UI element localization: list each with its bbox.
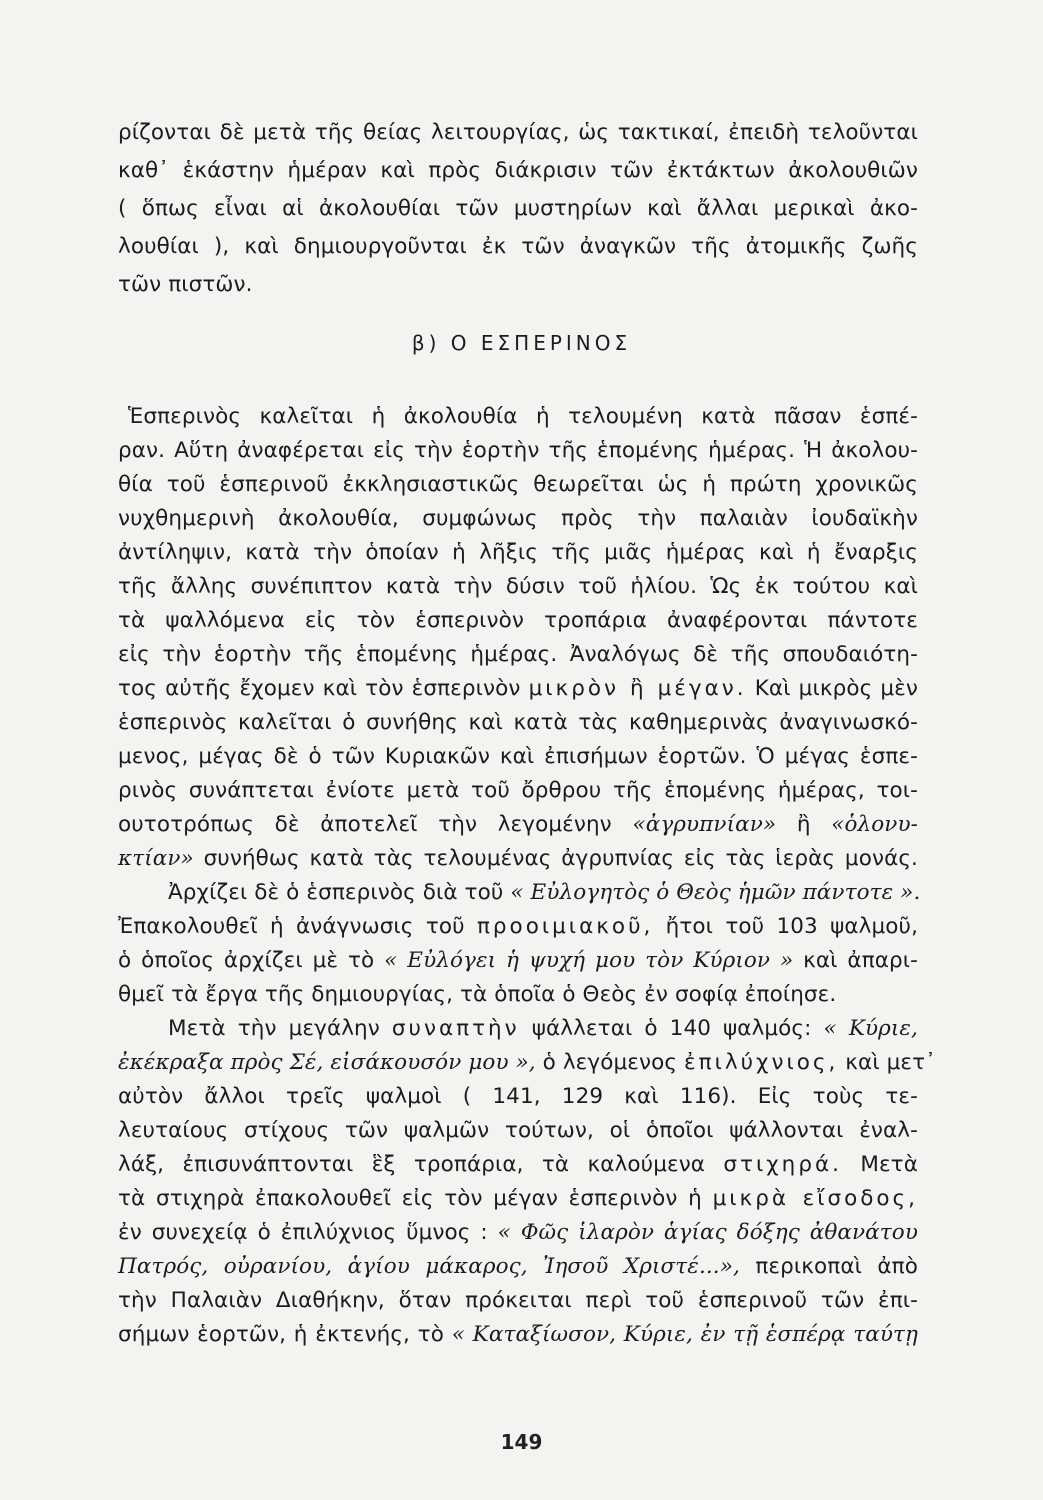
section-heading: β) Ο ΕΣΠΕΡΙΝΟΣ xyxy=(411,331,632,355)
quoted-text: « Φῶς ἱλαρὸν ἁγίας δόξης ἀθανάτου xyxy=(497,1220,919,1245)
text-line xyxy=(118,1218,918,1248)
text-line xyxy=(118,1150,918,1180)
spaced-text: στιχηρά. xyxy=(723,1152,842,1177)
text-span: περικοπαὶ ἀπὸ xyxy=(755,1254,918,1279)
text-span: συνήθως κατὰ τὰς τελουμένας ἀγρυπνίας εἰς τὰς ἱερὰς μονάς. xyxy=(203,846,918,871)
text-line: νυχθημερινὴ ἀκολουθία, συμφώνως πρὸς τὴν παλαιὰν ἰουδαϊκὴν xyxy=(118,506,918,531)
text-line: τῶν πιστῶν. xyxy=(118,272,253,297)
text-span: Μετὰ τὴν μεγάλην xyxy=(168,1016,380,1041)
text-line: θία τοῦ ἑσπερινοῦ ἐκκλησιαστικῶς θεωρεῖται ὡς ἡ πρώτη χρονικῶς xyxy=(118,472,918,497)
text-span: Ἐπακολουθεῖ ἡ ἀνάγνωσις τοῦ xyxy=(118,914,465,939)
quoted-text: ἐκέκραξα πρὸς Σέ, εἰσάκουσόν μου », xyxy=(118,1050,536,1075)
text-line xyxy=(118,946,918,976)
text-line xyxy=(168,1014,918,1044)
spaced-text: προοιμιακοῦ, xyxy=(476,914,654,939)
text-line: ρινὸς συνάπτεται ἐνίοτε μετὰ τοῦ ὄρθρου τῆς ἑπομένης ἡμέρας, τοι- xyxy=(118,778,918,803)
quoted-text: « Εὐλόγει ἡ ψυχή μου τὸν Κύριον » xyxy=(384,948,794,973)
text-span: καὶ ἀπαρι- xyxy=(803,948,918,973)
text-span: ουτοτρόπως δὲ ἀποτελεῖ τὴν λεγομένην xyxy=(118,812,612,837)
text-line xyxy=(118,674,918,704)
text-line: ἀντίληψιν, κατὰ τὴν ὁποίαν ἡ λῆξις τῆς μιᾶς ἡμέρας καὶ ἡ ἔναρξις xyxy=(118,540,918,565)
text-span: ἢ xyxy=(796,812,811,837)
text-line xyxy=(118,844,918,874)
spaced-text: ἐπιλύχνιος, xyxy=(684,1050,839,1075)
quoted-text: «ἀγρυπνίαν» xyxy=(632,812,777,837)
text-line xyxy=(118,1048,937,1078)
text-line: τὰ ψαλλόμενα εἰς τὸν ἑσπερινὸν τροπάρια ἀναφέρονται πάντοτε xyxy=(118,608,918,633)
text-span: Καὶ μικρὸς μὲν xyxy=(754,676,919,701)
text-span: ὁ λεγόμενος xyxy=(542,1050,678,1075)
text-line: τῆς ἄλλης συνέπιπτον κατὰ τὴν δύσιν τοῦ ἡλίου. Ὡς ἐκ τούτου καὶ xyxy=(118,574,918,599)
text-span: καὶ μετ᾽ xyxy=(845,1050,937,1075)
text-line: λευταίους στίχους τῶν ψαλμῶν τούτων, οἱ ὁποῖοι ψάλλονται ἐναλ- xyxy=(118,1118,918,1143)
quoted-text: « Εὐλογητὸς ὁ Θεὸς ἡμῶν πάντοτε ». xyxy=(510,880,921,905)
text-span: ἤτοι τοῦ 103 ψαλμοῦ, xyxy=(665,914,918,939)
text-line xyxy=(118,1252,918,1282)
text-span: Μετὰ xyxy=(860,1152,919,1177)
quoted-text: Πατρός, οὐρανίου, ἁγίου μάκαρος, Ἰησοῦ Χριστέ...», xyxy=(118,1254,740,1279)
text-line xyxy=(118,1184,918,1214)
text-span: τὰ στιχηρὰ ἐπακολουθεῖ εἰς τὸν μέγαν ἑσπερινὸν ἡ xyxy=(118,1186,702,1211)
text-line: ἑσπερινὸς καλεῖται ὁ συνήθης καὶ κατὰ τὰς καθημερινὰς ἀναγινωσκό- xyxy=(118,710,918,735)
quoted-text: κτίαν» xyxy=(118,846,194,871)
text-line: τὴν Παλαιὰν Διαθήκην, ὅταν πρόκειται περὶ τοῦ ἑσπερινοῦ τῶν ἐπι- xyxy=(118,1288,918,1313)
text-line xyxy=(118,1320,918,1350)
text-span: ὁ ὁποῖος ἀρχίζει μὲ τὸ xyxy=(118,948,375,973)
text-span: ψάλλεται ὁ 140 ψαλμός: xyxy=(531,1016,812,1041)
spaced-text: συναπτὴν xyxy=(391,1016,520,1041)
text-line: Ἑσπερινὸς καλεῖται ἡ ἀκολουθία ἡ τελουμένη κατὰ πᾶσαν ἑσπέ- xyxy=(128,404,918,429)
quoted-text: «ὁλονυ- xyxy=(831,812,918,837)
text-line: ( ὅπως εἶναι αἱ ἀκολουθίαι τῶν μυστηρίων καὶ ἄλλαι μερικαὶ ἀκο- xyxy=(118,196,918,221)
text-line xyxy=(118,810,918,840)
page-number: 149 xyxy=(500,1430,543,1454)
text-line: ρίζονται δὲ μετὰ τῆς θείας λειτουργίας, ὡς τακτικαί, ἐπειδὴ τελοῦνται xyxy=(118,120,918,145)
text-span: ἐν συνεχείᾳ ὁ ἐπιλύχνιος ὕμνος : xyxy=(118,1220,488,1245)
spaced-text: μικρὸν ἢ μέγαν. xyxy=(528,676,747,701)
text-line: εἰς τὴν ἑορτὴν τῆς ἑπομένης ἡμέρας. Ἀναλόγως δὲ τῆς σπουδαιότη- xyxy=(118,642,918,667)
text-line: λουθίαι ), καὶ δημιουργοῦνται ἐκ τῶν ἀναγκῶν τῆς ἀτομικῆς ζωῆς xyxy=(118,234,918,259)
text-line: καθ᾽ ἑκάστην ἡμέραν καὶ πρὸς διάκρισιν τῶν ἐκτάκτων ἀκολουθιῶν xyxy=(118,158,918,183)
text-span: τος αὐτῆς ἔχομεν καὶ τὸν ἑσπερινὸν xyxy=(118,676,521,701)
text-span: Ἀρχίζει δὲ ὁ ἑσπερινὸς διὰ τοῦ xyxy=(168,880,504,905)
text-line: θμεῖ τὰ ἔργα τῆς δημιουργίας, τὰ ὁποῖα ὁ Θεὸς ἐν σοφίᾳ ἐποίησε. xyxy=(118,982,837,1007)
text-line: αὐτὸν ἄλλοι τρεῖς ψαλμοὶ ( 141, 129 καὶ 116). Εἰς τοὺς τε- xyxy=(118,1084,918,1109)
text-span: λάξ, ἐπισυνάπτονται ἓξ τροπάρια, τὰ καλούμενα xyxy=(118,1152,706,1177)
quoted-text: « Κύριε, xyxy=(823,1016,918,1041)
text-line xyxy=(168,878,921,908)
text-span: σήμων ἑορτῶν, ἡ ἐκτενής, τὸ xyxy=(118,1322,444,1347)
text-line: μενος, μέγας δὲ ὁ τῶν Κυριακῶν καὶ ἐπισήμων ἑορτῶν. Ὁ μέγας ἑσπε- xyxy=(118,744,918,769)
quoted-text: « Καταξίωσον, Κύριε, ἐν τῇ ἑσπέρᾳ ταύτῃ xyxy=(451,1322,919,1347)
spaced-text: μικρὰ εἴσοδος, xyxy=(712,1186,919,1211)
text-line: ραν. Αὕτη ἀναφέρεται εἰς τὴν ἑορτὴν τῆς ἑπομένης ἡμέρας. Ἡ ἀκολου- xyxy=(118,438,918,463)
text-line xyxy=(118,912,918,942)
